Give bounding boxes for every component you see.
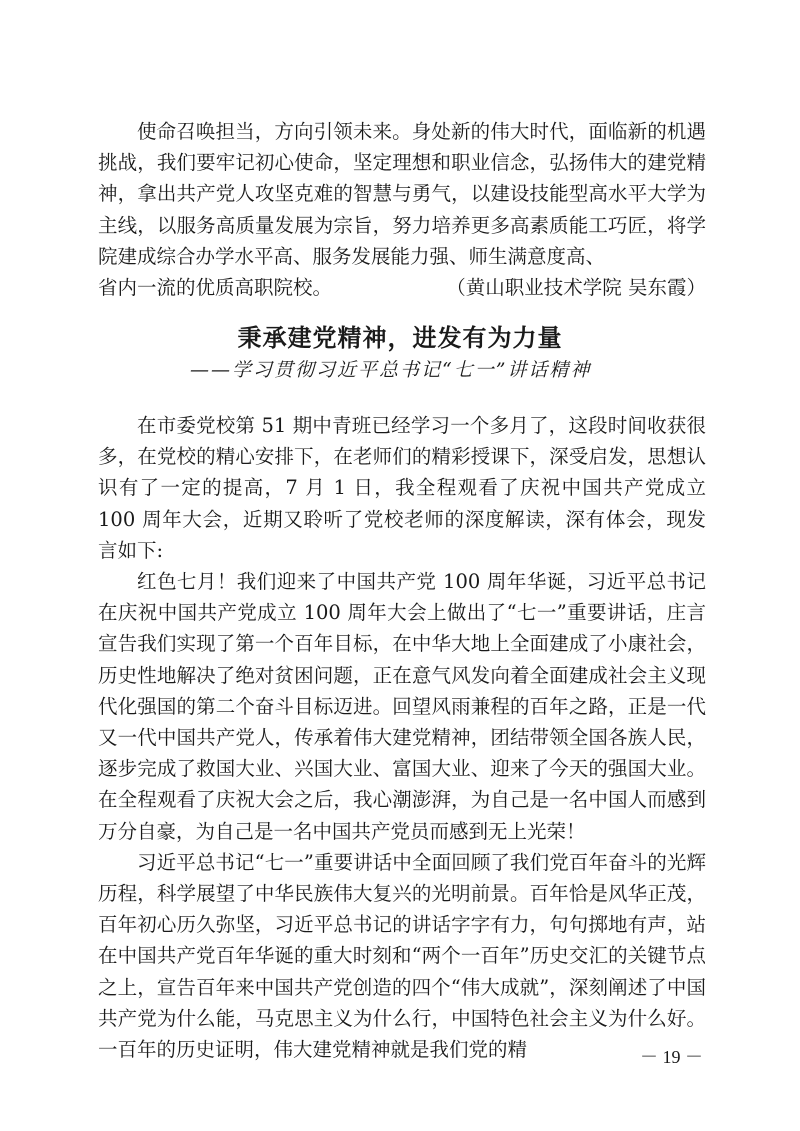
author-byline: （黄山职业技术学院 吴东霞） — [446, 276, 706, 300]
intro-closing-line — [98, 272, 706, 303]
body-paragraph: 习近平总书记“七一”重要讲话中全面回顾了我们党百年奋斗的光辉历程，科学展望了中华民族伟大复兴的光明前景。百年恰是风华正茂，百年初心历久弥坚，习近平总书记的讲话字字有力，句句掷地有声，站在中国共产党百年华诞的重大时刻和“两个一百年”历史交汇的关键节点之上，宣告百年来中国共产党创造的四个“伟大成就”，深刻阐述了中国共产党为什么能，马克思主义为什么行，中国特色社会主义为什么好。一百年的历史证明，伟大建党精神就是我们党的精 — [98, 850, 706, 1062]
article-subtitle: ——学习贯彻习近平总书记“七一”讲话精神 — [190, 359, 592, 381]
intro-last-line: 省内一流的优质高职院校。 — [98, 276, 333, 300]
intro-section — [98, 116, 706, 303]
body-paragraph: 红色七月！我们迎来了中国共产党 100 周年华诞，习近平总书记在庆祝中国共产党成立 100 周年大会上做出了“七一”重要讲话，庄言宣告我们实现了第一个百年目标，在中华大地上全面建成了小康社会，历史性地解决了绝对贫困问题，正在意气风发向着全面建成社会主义现代化强国的第二个奋斗目标迈进。回望风雨兼程的百年之路，正是一代又一代中国共产党人，传承着伟大建党精神，团结带领全国各族人民，逐步完成了救国大业、兴国大业、富国大业、迎来了今天的强国大业。在全程观看了庆祝大会之后，我心潮澎湃，为自己是一名中国人而感到万分自豪，为自己是一名中国共产党员而感到无上光荣！ — [98, 570, 706, 843]
body-paragraph: 在市委党校第 51 期中青班已经学习一个多月了，这段时间收获很多，在党校的精心安排下，在老师们的精彩授课下，深受启发，思想认识有了一定的提高，7 月 1 日，我全程观看了庆祝中国共产党成立 100 周年大会，近期又聆听了党校老师的深度解读，深有体会，现发言如下: — [98, 414, 706, 562]
article-title: 秉承建党精神，进发有为力量 — [237, 324, 563, 352]
article-body — [98, 410, 706, 1065]
intro-paragraph: 使命召唤担当，方向引领未来。身处新的伟大时代，面临新的机遇挑战，我们要牢记初心使命，坚定理想和职业信念，弘扬伟大的建党精神，拿出共产党人攻坚克难的智慧与勇气，以建设技能型高水平大学为主线，以服务高质量发展为宗旨，努力培养更多高素质能工巧匠，将学院建成综合办学水平高、服务发展能力强、师生满意度高、 — [98, 120, 706, 268]
page-number: － 19 － — [640, 1047, 703, 1067]
